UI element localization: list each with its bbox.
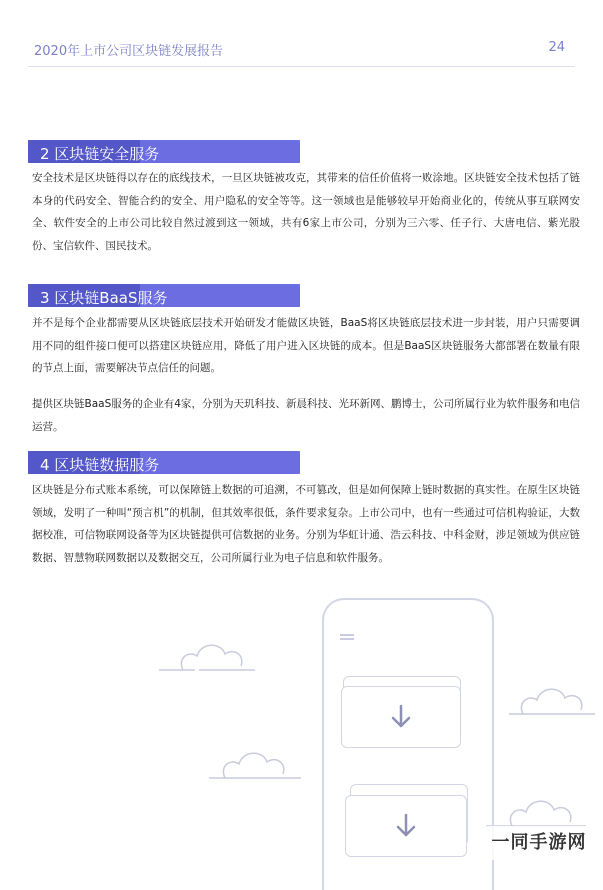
section-heading-label: 3 区块链BaaS服务 (40, 289, 168, 307)
section-heading-label: 4 区块链数据服务 (40, 456, 160, 474)
page-number: 24 (548, 40, 565, 55)
section-heading-data (28, 451, 300, 474)
menu-icon (340, 634, 354, 642)
section-paragraph: 区块链是分布式账本系统，可以保障链上数据的可追溯，不可篡改，但是如何保障上链时数据的真实性。在原生区块链领域，发明了一种叫“预言机”的机制，但其效率很低，条件要求复杂。上市公司中，也有一些通过可信机构验证，大数据校准，可信物联网设备等为区块链提供可信数据的业务。分别为华虹计通、浩云科技、中科金财，涉足领域为供应链数据、智慧物联网数据以及数据交互，公司所属行业为电子信息和软件服务。 (32, 484, 580, 564)
section-paragraph: 提供区块链BaaS服务的企业有4家，分别为天玑科技、新晨科技、光环新网、鹏博士，公司所属行业为软件服务和电信运营。 (32, 398, 580, 433)
section-paragraph: 并不是每个企业都需要从区块链底层技术开始研发才能做区块链，BaaS将区块链底层技术进一步封装，用户只需要调用不同的组件接口便可以搭建区块链应用，降低了用户进入区块链的成本。但是BaaS区块链服务大都部署在数量有限的节点上面，需要解决节点信任的问题。 (32, 317, 580, 374)
section-heading-security (28, 140, 300, 163)
header-divider (28, 66, 575, 67)
section-paragraph: 安全技术是区块链得以存在的底线技术，一旦区块链被攻克，其带来的信任价值将一败涂地。区块链安全技术包括了链本身的代码安全、智能合约的安全、用户隐私的安全等等。这一领域也是能够较早开始商业化的，传统从事互联网安全、软件安全的上市公司比较自然过渡到这一领域，共有6家上市公司，分别为三六零、任子行、大唐电信、紫光股份、宝信软件、国民技术。 (32, 172, 580, 252)
download-card (345, 795, 467, 857)
watermark-logo: 一同手游网 (483, 826, 595, 860)
cloud-icon (205, 744, 315, 784)
report-title: 2020年上市公司区块链发展报告 (34, 44, 224, 59)
download-arrow-icon (390, 704, 412, 730)
download-arrow-icon (395, 813, 417, 839)
cloud-icon (155, 636, 265, 676)
section-heading-label: 2 区块链安全服务 (40, 145, 160, 163)
section-heading-baas (28, 284, 300, 307)
cloud-icon (505, 680, 600, 720)
download-card (341, 686, 461, 748)
